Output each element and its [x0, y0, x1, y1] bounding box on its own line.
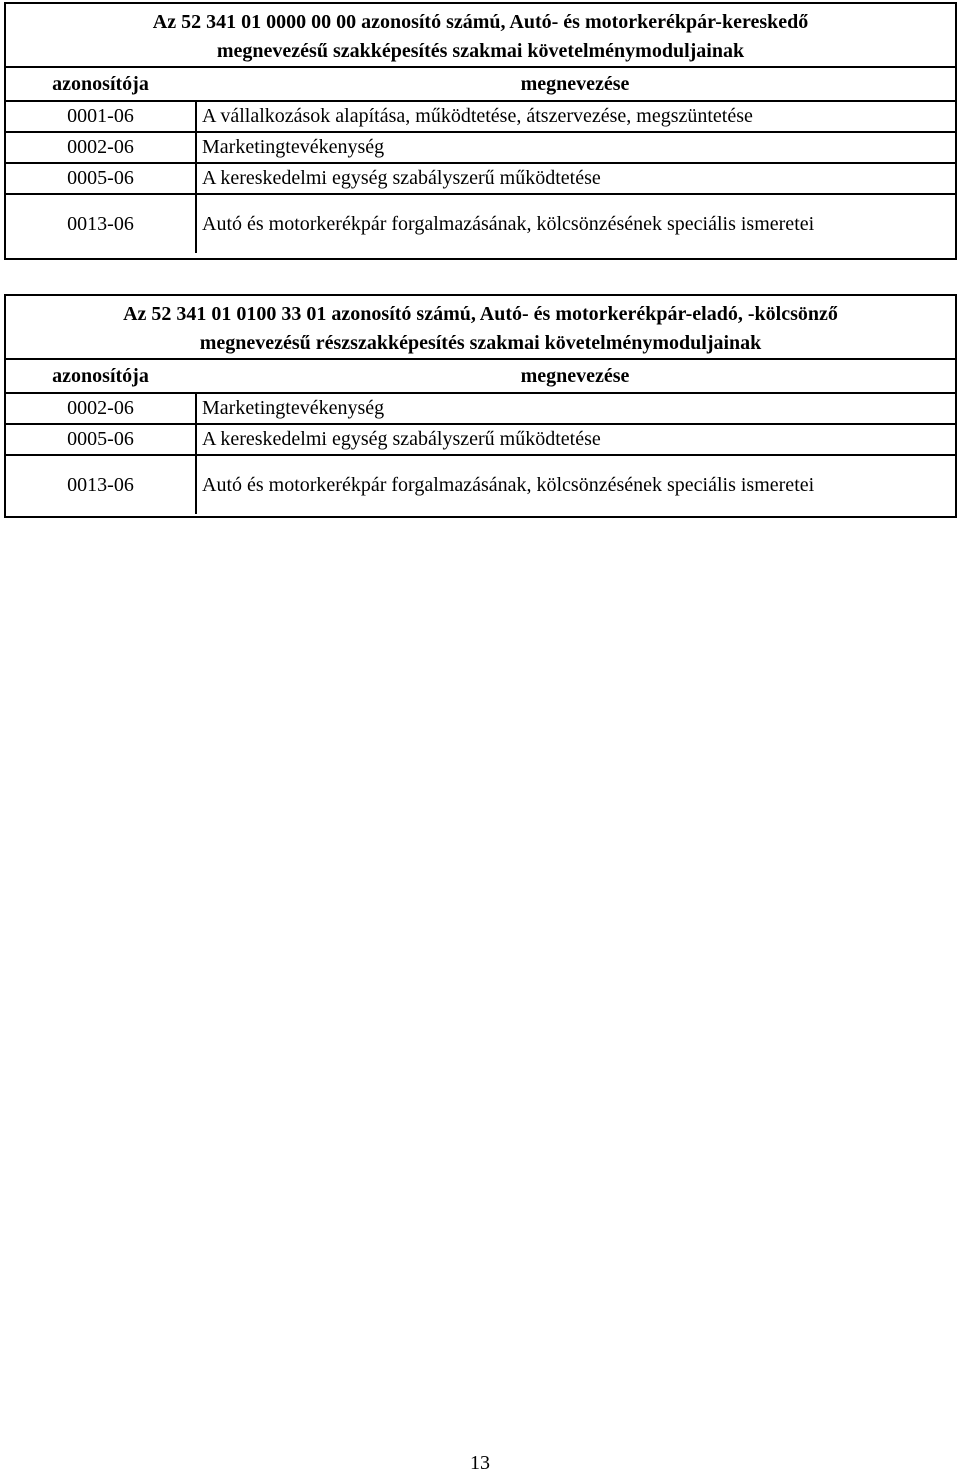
module-id: 0002-06	[67, 397, 134, 419]
module-name: Autó és motorkerékpár forgalmazásának, kölcsönzésének speciális ismeretei	[195, 195, 955, 253]
table-row	[6, 100, 955, 131]
header-id: azonosítója	[52, 72, 149, 95]
table-row	[6, 193, 955, 253]
table-title	[6, 296, 955, 358]
table-header-row	[6, 66, 955, 100]
header-id: azonosítója	[52, 364, 149, 387]
module-id: 0005-06	[67, 428, 134, 450]
module-name: A kereskedelmi egység szabályszerű működtetése	[195, 425, 955, 454]
module-name: Marketingtevékenység	[195, 394, 955, 423]
table-title	[6, 4, 955, 66]
module-name: Marketingtevékenység	[195, 133, 955, 162]
header-name: megnevezése	[520, 364, 630, 387]
module-id: 0005-06	[67, 167, 134, 189]
module-name: Autó és motorkerékpár forgalmazásának, kölcsönzésének speciális ismeretei	[195, 456, 955, 514]
module-name: A kereskedelmi egység szabályszerű működtetése	[195, 164, 955, 193]
table-row	[6, 392, 955, 423]
table-row	[6, 423, 955, 454]
header-name: megnevezése	[520, 72, 630, 95]
table-title-line: megnevezésű részszakképesítés szakmai követelménymoduljainak	[199, 332, 762, 354]
module-id: 0001-06	[67, 105, 134, 127]
table-row	[6, 162, 955, 193]
table-title-line: Az 52 341 01 0000 00 00 azonosító számú, Autó- és motorkerékpár-kereskedő	[152, 11, 809, 33]
modules-table-partial	[4, 294, 957, 518]
table-row	[6, 454, 955, 514]
modules-table-full	[4, 2, 957, 260]
page-number: 13	[470, 1452, 490, 1474]
module-id: 0013-06	[67, 212, 134, 235]
table-title-line: Az 52 341 01 0100 33 01 azonosító számú, Autó- és motorkerékpár-eladó, -kölcsönző	[123, 303, 838, 325]
table-row	[6, 131, 955, 162]
table-header-row	[6, 358, 955, 392]
module-id: 0013-06	[67, 473, 134, 496]
module-id: 0002-06	[67, 136, 134, 158]
table-title-line: megnevezésű szakképesítés szakmai követelménymoduljainak	[216, 40, 745, 62]
module-name: A vállalkozások alapítása, működtetése, átszervezése, megszüntetése	[195, 102, 955, 131]
